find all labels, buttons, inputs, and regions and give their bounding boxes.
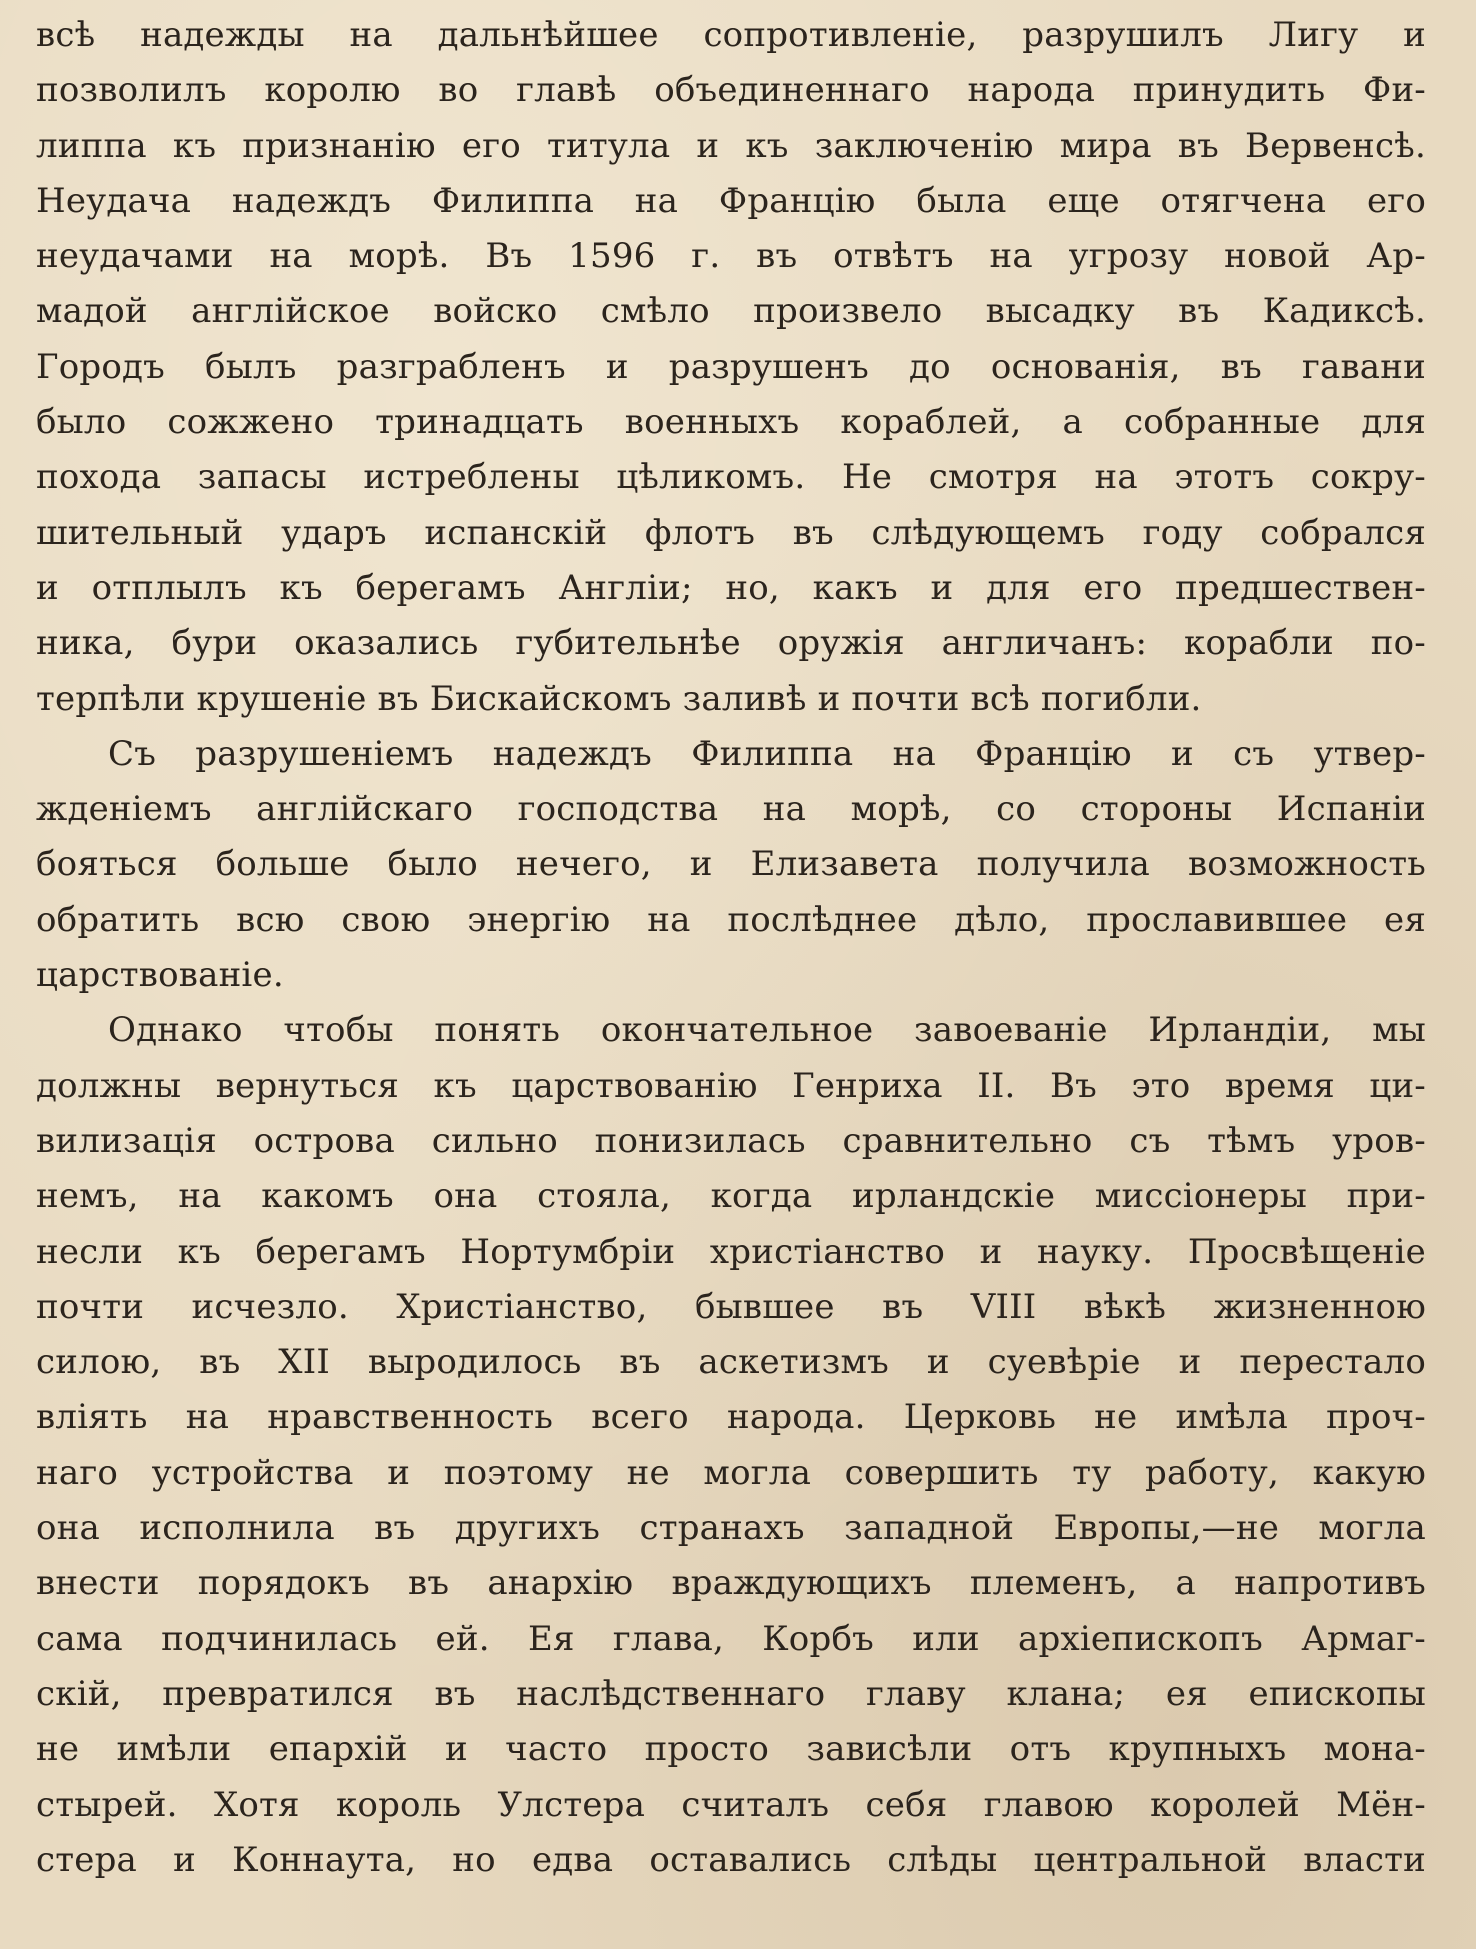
text-line: вилизація острова сильно понизилась сравнительно съ тѣмъ уров- — [36, 1120, 1426, 1161]
paragraph-start-line: Съ разрушеніемъ надеждъ Филиппа на Францію и съ утвер- — [108, 733, 1426, 774]
paragraph-end-line: терпѣли крушеніе въ Бискайскомъ заливѣ и почти всѣ погибли. — [36, 678, 1202, 719]
text-line: похода запасы истреблены цѣликомъ. Не смотря на этотъ сокру- — [36, 457, 1426, 498]
text-line: стера и Коннаута, но едва оставались слѣды центральной власти — [36, 1839, 1426, 1880]
text-line: она исполнила въ другихъ странахъ западной Европы,—не могла — [36, 1508, 1426, 1549]
paragraph-end-line: царствованіе. — [36, 955, 284, 996]
text-line: внести порядокъ въ анархію враждующихъ племенъ, а напротивъ — [36, 1563, 1426, 1604]
text-line: почти исчезло. Христіанство, бывшее въ VIII вѣкѣ жизненною — [36, 1286, 1426, 1327]
text-line: силою, въ XII выродилось въ аскетизмъ и суевѣріе и перестало — [36, 1342, 1426, 1383]
text-line: вліять на нравственность всего народа. Церковь не имѣла проч- — [36, 1397, 1426, 1438]
text-line: жденіемъ англійскаго господства на морѣ, со стороны Испаніи — [36, 789, 1426, 830]
text-line: всѣ надежды на дальнѣйшее сопротивленіе, разрушилъ Лигу и — [36, 15, 1426, 55]
text-line: сама подчинилась ей. Ея глава, Корбъ или архіепископъ Армаг- — [36, 1618, 1426, 1659]
page-text — [36, 8, 1426, 1888]
text-line: несли къ берегамъ Нортумбріи христіанство и науку. Просвѣщеніе — [36, 1231, 1426, 1272]
text-line: стырей. Хотя король Улстера считалъ себя главою королей Мён- — [36, 1784, 1426, 1825]
text-line: наго устройства и поэтому не могла совершить ту работу, какую — [36, 1452, 1426, 1493]
text-line: липпа къ признанію его титула и къ заключенію мира въ Вервенсѣ. — [36, 125, 1426, 166]
text-line: обратить всю свою энергію на послѣднее дѣло, прославившее ея — [36, 899, 1426, 940]
text-line: Неудача надеждъ Филиппа на Францію была еще отягчена его — [36, 180, 1426, 221]
text-line: Городъ былъ разграбленъ и разрушенъ до основанія, въ гавани — [36, 346, 1426, 387]
text-line: ника, бури оказались губительнѣе оружія англичанъ: корабли по- — [36, 623, 1426, 664]
text-line: скій, превратился въ наслѣдственнаго главу клана; ея епископы — [36, 1673, 1426, 1714]
paragraph-start-line: Однако чтобы понять окончательное завоеваніе Ирландіи, мы — [108, 1010, 1426, 1051]
text-line: должны вернуться къ царствованію Генриха II. Въ это время ци- — [36, 1065, 1426, 1106]
text-line: было сожжено тринадцать военныхъ кораблей, а собранные для — [36, 402, 1426, 443]
text-line: шительный ударъ испанскій флотъ въ слѣдующемъ году собрался — [36, 512, 1426, 553]
text-line: бояться больше было нечего, и Елизавета получила возможность — [36, 844, 1426, 885]
text-line: мадой англійское войско смѣло произвело высадку въ Кадиксѣ. — [36, 291, 1426, 332]
text-line: немъ, на какомъ она стояла, когда ирландскіе миссіонеры при- — [36, 1176, 1426, 1217]
text-line: и отплылъ къ берегамъ Англіи; но, какъ и для его предшествен- — [36, 567, 1426, 608]
text-line: неудачами на морѣ. Въ 1596 г. въ отвѣтъ на угрозу новой Ар- — [36, 236, 1426, 277]
text-line: позволилъ королю во главѣ объединеннаго народа принудить Фи- — [36, 70, 1426, 111]
text-line: не имѣли епархій и часто просто зависѣли отъ крупныхъ мона- — [36, 1729, 1426, 1770]
